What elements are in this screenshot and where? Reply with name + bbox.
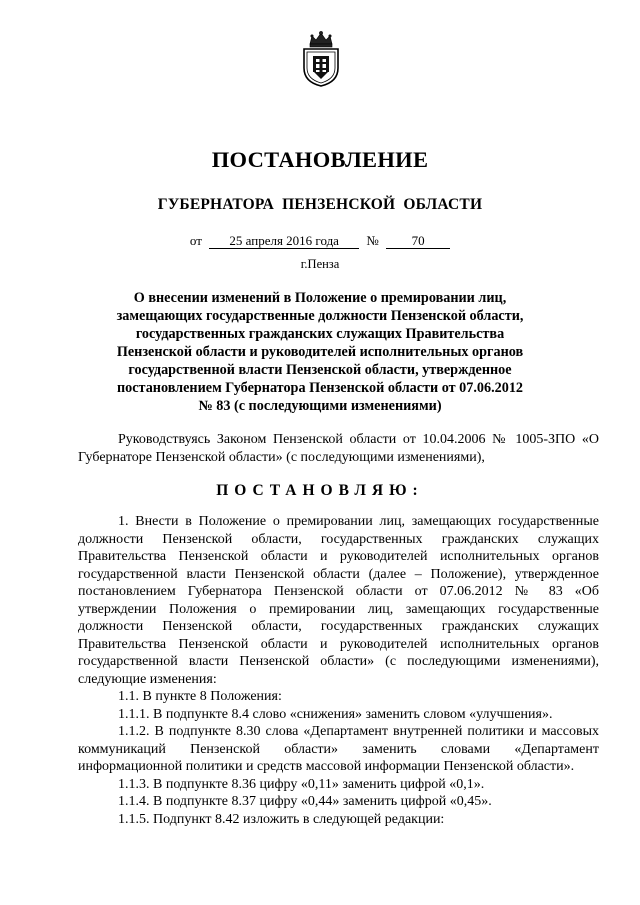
paragraph: 1. Внести в Положение о премировании лиц, замещающих государственные должности Пензенской области, государственных гражданских служащих Правительства Пензенской области и руководителей исполнительных органов государственной власти Пензенской области (далее – Положение), утвержденное постановлением Губернатора Пензенской области от 07.06.2012 № 83 «Об утверждении Положения о премировании лиц, замещающих государственные должности Пензенской области, государственных гражданских служащих Правительства Пензенской области и руководителей исполнительных органов государственной власти Пензенской области» (с последующими изменениями), следующие изменения: — [78, 514, 599, 687]
legal-basis-text: Руководствуясь Законом Пензенской области от 10.04.2006 № 1005-ЗПО «О Губернаторе Пензенской области» (с последующими изменениями), — [78, 432, 599, 465]
decree-word: ПОСТАНОВЛЯЮ: — [216, 482, 424, 499]
document-body — [78, 513, 599, 828]
date-prefix: от — [189, 233, 202, 248]
document-heading: О внесении изменений в Положение о премировании лиц, замещающих государственные должности Пензенской области, государственных гражданских служащих Правительства Пензенской области и руководителей исполнительных органов государственной власти Пензенской области, утвержденное постановлением Губернатора Пензенской области от 07.06.2012 № 83 (с последующими изменениями) — [116, 290, 524, 414]
document-number: 70 — [386, 234, 450, 249]
legal-basis — [78, 431, 599, 467]
coat-of-arms-icon — [298, 30, 344, 88]
paragraph: 1.1.1. В подпункте 8.4 слово «снижения» заменить словом «улучшения». — [118, 706, 553, 722]
document-date: 25 апреля 2016 года — [209, 234, 359, 249]
document-issuer: ГУБЕРНАТОРА ПЕНЗЕНСКОЙ ОБЛАСТИ — [157, 196, 483, 213]
date-number-line — [0, 233, 640, 249]
paragraph: 1.1.3. В подпункте 8.36 цифру «0,11» заменить цифрой «0,1». — [118, 776, 485, 792]
paragraph: 1.1.2. В подпункте 8.30 слова «Департамент внутренней политики и массовых коммуникаций Пензенской области» заменить словами «Департамент информационной политики и средств массовой информации Пензенской области». — [78, 724, 599, 774]
paragraph: 1.1.4. В подпункте 8.37 цифру «0,44» заменить цифрой «0,45». — [118, 794, 492, 809]
number-sign: № — [366, 233, 379, 248]
paragraph: 1.1. В пункте 8 Положения: — [118, 689, 282, 704]
paragraph: 1.1.5. Подпункт 8.42 изложить в следующей редакции: — [118, 811, 445, 827]
document-city: г.Пенза — [300, 257, 340, 271]
document-title: ПОСТАНОВЛЕНИЕ — [211, 147, 429, 172]
